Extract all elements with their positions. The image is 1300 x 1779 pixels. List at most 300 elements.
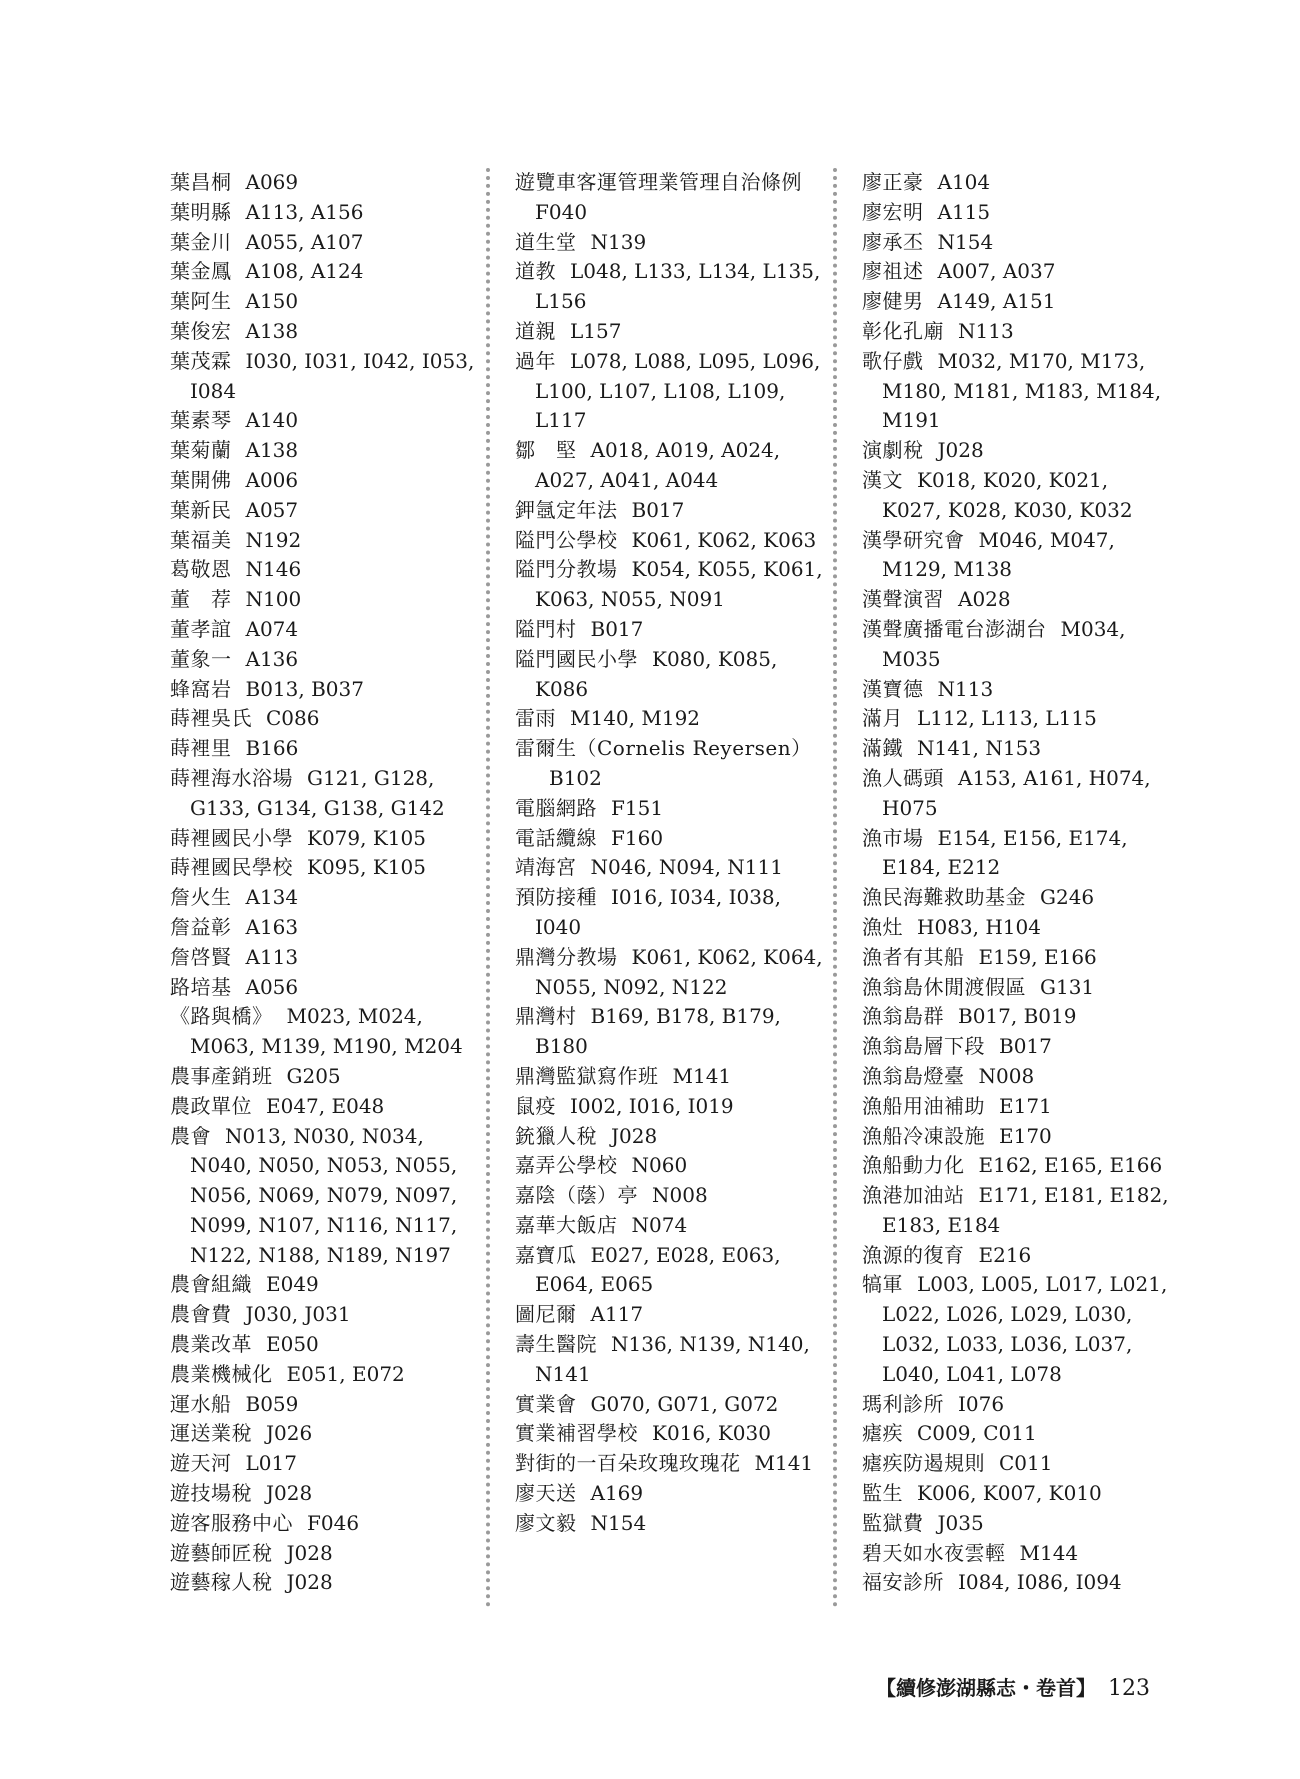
- index-refs: F151: [611, 795, 664, 820]
- index-term: 彰化孔廟: [862, 318, 944, 343]
- index-entry: [170, 466, 480, 496]
- index-refs: F160: [611, 825, 664, 850]
- index-refs: E050: [266, 1332, 319, 1357]
- index-refs: A113: [245, 944, 299, 969]
- index-term: 監獄費: [862, 1510, 924, 1535]
- index-term: 遊客服務中心: [170, 1510, 293, 1535]
- index-term: 福安診所: [862, 1570, 944, 1595]
- index-refs: A117: [590, 1302, 644, 1327]
- index-term: 圖尼爾: [515, 1302, 577, 1327]
- index-refs: I076: [958, 1391, 1005, 1416]
- index-entry: [170, 913, 480, 943]
- index-term: 漁翁島燈臺: [862, 1063, 965, 1088]
- index-term: 遊藝師匠稅: [170, 1540, 273, 1565]
- index-term: 雷雨: [515, 706, 556, 731]
- index-term: 靖海宮: [515, 855, 577, 880]
- index-entry: [170, 615, 480, 645]
- index-term: 漁船用油補助: [862, 1093, 985, 1118]
- index-term: 農會費: [170, 1302, 232, 1327]
- index-refs: E159, E166: [978, 944, 1097, 969]
- index-term: 農政單位: [170, 1093, 252, 1118]
- index-term: 葉金鳳: [170, 259, 232, 284]
- index-entry: [515, 704, 825, 734]
- index-refs: K079, K105: [307, 825, 426, 850]
- index-refs: N060: [631, 1153, 688, 1178]
- index-term: 預防接種: [515, 885, 597, 910]
- index-refs: M032, M170, M173, M180, M181, M183, M184, M191: [882, 348, 1162, 433]
- index-entry: [170, 883, 480, 913]
- index-entry: [862, 913, 1172, 943]
- page-footer: [876, 1672, 1150, 1701]
- index-term: 滿月: [862, 706, 903, 731]
- index-entry: [515, 1122, 825, 1152]
- index-refs: K095, K105: [307, 855, 426, 880]
- index-refs: C009, C011: [917, 1421, 1037, 1446]
- index-entry: [862, 466, 1172, 526]
- index-term: 漢聲演習: [862, 587, 944, 612]
- index-refs: L157: [570, 318, 622, 343]
- index-refs: N141, N153: [917, 736, 1042, 761]
- index-term: 過年: [515, 348, 556, 373]
- index-refs: L078, L088, L095, L096, L100, L107, L108, L109, L117: [535, 348, 821, 433]
- index-entry: [170, 168, 480, 198]
- index-refs: N146: [245, 557, 302, 582]
- index-refs: A018, A019, A024, A027, A041, A044: [535, 438, 781, 492]
- index-refs: M141: [672, 1063, 732, 1088]
- index-refs: A149, A151: [937, 289, 1056, 314]
- index-term: 隘門分教場: [515, 557, 618, 582]
- index-term: 漁船動力化: [862, 1153, 965, 1178]
- index-entry: [515, 1300, 825, 1330]
- index-refs: J028: [286, 1570, 333, 1595]
- index-term: 廖文毅: [515, 1510, 577, 1535]
- index-term: 漁人碼頭: [862, 765, 944, 790]
- index-entry: [862, 1181, 1172, 1241]
- index-term: 遊覽車客運管理業管理自治條例: [515, 170, 802, 194]
- index-term: 蒔裡國民小學: [170, 825, 293, 850]
- index-term: 道教: [515, 259, 556, 284]
- index-entry: [170, 526, 480, 556]
- index-term: 廖天送: [515, 1481, 577, 1506]
- index-term: 蒔裡里: [170, 736, 232, 761]
- index-refs: M140, M192: [570, 706, 701, 731]
- index-entry: [515, 645, 825, 705]
- index-term: 歌仔戲: [862, 348, 924, 373]
- index-refs: A153, A161, H074, H075: [882, 765, 1151, 820]
- index-refs: A163: [245, 914, 299, 939]
- index-entry: [515, 1241, 825, 1301]
- index-term: 漁市場: [862, 825, 924, 850]
- index-entry: [170, 347, 480, 407]
- index-term: 詹啓賢: [170, 944, 232, 969]
- index-entry: [862, 1449, 1172, 1479]
- index-term: 葉阿生: [170, 289, 232, 314]
- index-entry: [515, 1330, 825, 1390]
- index-entry: [515, 1509, 825, 1539]
- index-refs: L112, L113, L115: [917, 706, 1097, 731]
- index-term: 瘧疾防遏規則: [862, 1451, 985, 1476]
- index-entry: [862, 1151, 1172, 1181]
- index-refs: K018, K020, K021, K027, K028, K030, K032: [882, 467, 1133, 522]
- index-entry: [862, 1539, 1172, 1569]
- index-term: 嘉寶瓜: [515, 1242, 577, 1267]
- index-entry: [515, 168, 825, 228]
- index-term: 詹火生: [170, 885, 232, 910]
- index-entry: [862, 287, 1172, 317]
- index-term: 《路與橋》: [170, 1004, 273, 1029]
- index-term: 漁民海難救助基金: [862, 885, 1026, 910]
- index-entry: [862, 1002, 1172, 1032]
- index-entry: [170, 1062, 480, 1092]
- index-term: 漁灶: [862, 914, 903, 939]
- index-refs: B169, B178, B179, B180: [535, 1004, 781, 1059]
- index-refs: A056: [245, 974, 299, 999]
- index-refs: A134: [245, 885, 299, 910]
- index-refs: G246: [1040, 885, 1095, 910]
- index-term: 鼎灣分教場: [515, 944, 618, 969]
- index-refs: M144: [1019, 1540, 1079, 1565]
- index-entry: [515, 526, 825, 556]
- index-entry: [862, 973, 1172, 1003]
- index-refs: B013, B037: [245, 676, 364, 701]
- index-refs: F046: [307, 1510, 360, 1535]
- index-refs: B017: [590, 616, 644, 641]
- index-term: 演劇稅: [862, 438, 924, 463]
- index-term: 道生堂: [515, 229, 577, 254]
- index-term: 董 荐: [170, 587, 232, 612]
- index-term: 銃獵人稅: [515, 1123, 597, 1148]
- index-column-1: [170, 168, 480, 1598]
- index-entry: [862, 1032, 1172, 1062]
- index-term: 漁船冷凍設施: [862, 1123, 985, 1148]
- index-entry: [515, 317, 825, 347]
- index-refs: A140: [245, 408, 299, 433]
- index-entry: [515, 1181, 825, 1211]
- index-refs: J030, J031: [245, 1302, 351, 1327]
- index-term: 遊天河: [170, 1451, 232, 1476]
- index-term: 電話纜線: [515, 825, 597, 850]
- index-entry: [862, 1122, 1172, 1152]
- index-entry: [170, 1568, 480, 1598]
- index-column-3: [862, 168, 1172, 1598]
- index-entry: [862, 1419, 1172, 1449]
- index-refs: N113: [937, 676, 994, 701]
- index-refs: I030, I031, I042, I053, I084: [190, 348, 475, 403]
- index-refs: C011: [999, 1451, 1053, 1476]
- index-entry: [170, 317, 480, 347]
- index-entry: [515, 615, 825, 645]
- index-refs: E051, E072: [286, 1361, 405, 1386]
- index-refs: N046, N094, N111: [590, 855, 783, 880]
- index-refs: I002, I016, I019: [570, 1093, 734, 1118]
- index-term: 葉菊蘭: [170, 438, 232, 463]
- index-refs: N136, N139, N140, N141: [535, 1332, 810, 1386]
- index-entry: [862, 824, 1172, 884]
- index-term: 漁者有其船: [862, 944, 965, 969]
- index-refs: H083, H104: [917, 914, 1041, 939]
- index-refs: K061, K062, K064, N055, N092, N122: [535, 944, 823, 999]
- index-term: 鉀氬定年法: [515, 497, 618, 522]
- index-refs: L017: [245, 1451, 297, 1476]
- index-refs: A169: [590, 1481, 644, 1506]
- index-entry: [862, 615, 1172, 675]
- index-entry: [862, 436, 1172, 466]
- index-refs: I084, I086, I094: [958, 1570, 1122, 1595]
- index-refs: N013, N030, N034, N040, N050, N053, N055, N056, N069, N079, N097, N099, N107, N116, N117, N122, N188, N189, N197: [190, 1123, 458, 1267]
- index-term: 農業改革: [170, 1332, 252, 1357]
- index-entry: [170, 1330, 480, 1360]
- index-term: 雷爾生（Cornelis Reyersen）: [515, 736, 812, 761]
- index-entry: [862, 764, 1172, 824]
- index-refs: A138: [245, 438, 299, 463]
- index-entry: [862, 585, 1172, 615]
- index-refs: K061, K062, K063: [631, 527, 817, 552]
- index-refs: M023, M024, M063, M139, M190, M204: [190, 1004, 463, 1059]
- index-term: 廖健男: [862, 289, 924, 314]
- index-term: 蒔裡吳氏: [170, 706, 252, 731]
- index-term: 葉福美: [170, 527, 232, 552]
- index-term: 農會: [170, 1123, 211, 1148]
- index-term: 董象一: [170, 646, 232, 671]
- index-term: 道親: [515, 318, 556, 343]
- index-refs: A006: [245, 467, 299, 492]
- index-term: 鄒 堅: [515, 438, 577, 463]
- index-term: 監生: [862, 1481, 903, 1506]
- index-refs: A136: [245, 646, 299, 671]
- index-refs: K006, K007, K010: [917, 1481, 1102, 1506]
- index-entry: [862, 883, 1172, 913]
- index-refs: N008: [978, 1063, 1035, 1088]
- index-entry: [170, 1360, 480, 1390]
- index-refs: L003, L005, L017, L021, L022, L026, L029, L030, L032, L033, L036, L037, L040, L041, L078: [882, 1272, 1168, 1386]
- index-term: 詹益彰: [170, 914, 232, 939]
- index-refs: J028: [266, 1481, 313, 1506]
- index-refs: A108, A124: [245, 259, 364, 284]
- index-refs: A007, A037: [937, 259, 1056, 284]
- index-refs: K016, K030: [652, 1421, 771, 1446]
- index-term: 葉明縣: [170, 199, 232, 224]
- index-refs: E049: [266, 1272, 319, 1297]
- index-term: 漢聲廣播電台澎湖台: [862, 616, 1047, 641]
- index-entry: [515, 496, 825, 526]
- index-refs: J028: [286, 1540, 333, 1565]
- index-entry: [170, 824, 480, 854]
- index-entry: [515, 943, 825, 1003]
- index-refs: A113, A156: [245, 199, 364, 224]
- index-entry: [170, 198, 480, 228]
- index-entry: [862, 198, 1172, 228]
- index-refs: M141: [754, 1451, 814, 1476]
- index-entry: [515, 1390, 825, 1420]
- index-refs: N139: [590, 229, 647, 254]
- index-term: 嘉陰（蔭）亭: [515, 1183, 638, 1208]
- index-refs: E170: [999, 1123, 1052, 1148]
- index-term: 犒軍: [862, 1272, 903, 1297]
- index-term: 遊藝稼人稅: [170, 1570, 273, 1595]
- index-entry: [170, 1419, 480, 1449]
- index-refs: E027, E028, E063, E064, E065: [535, 1242, 781, 1297]
- index-refs: I016, I034, I038, I040: [535, 885, 782, 939]
- index-refs: B017: [999, 1034, 1052, 1059]
- index-entry: [515, 1211, 825, 1241]
- index-term: 隘門公學校: [515, 527, 618, 552]
- index-term: 廖承丕: [862, 229, 924, 254]
- index-entry: [170, 257, 480, 287]
- index-term: 葉俊宏: [170, 318, 232, 343]
- index-entry: [170, 943, 480, 973]
- index-term: 隘門村: [515, 616, 577, 641]
- index-refs: B059: [245, 1391, 299, 1416]
- index-entry: [170, 1300, 480, 1330]
- index-refs: B166: [245, 736, 299, 761]
- index-refs: N192: [245, 527, 302, 552]
- index-term: 運水船: [170, 1391, 232, 1416]
- index-entry: [515, 436, 825, 496]
- index-refs: E154, E156, E174, E184, E212: [882, 825, 1128, 880]
- index-entry: [862, 168, 1172, 198]
- index-refs: G205: [286, 1063, 341, 1088]
- index-term: 農業機械化: [170, 1361, 273, 1386]
- index-term: 實業會: [515, 1391, 577, 1416]
- index-refs: K080, K085, K086: [535, 646, 778, 701]
- index-refs: B017, B019: [958, 1004, 1077, 1029]
- index-entry: [170, 555, 480, 585]
- index-term: 鼠疫: [515, 1093, 556, 1118]
- index-column-2: [515, 168, 825, 1539]
- index-entry: [862, 1270, 1172, 1389]
- index-entry: [170, 1002, 480, 1062]
- index-entry: [170, 436, 480, 466]
- index-entry: [862, 1479, 1172, 1509]
- index-term: 葛敬恩: [170, 557, 232, 582]
- index-refs: N113: [958, 318, 1014, 343]
- index-entry: [515, 1449, 825, 1479]
- index-term: 漢學研究會: [862, 527, 965, 552]
- index-term: 葉素琴: [170, 408, 232, 433]
- index-entry: [862, 347, 1172, 436]
- index-term: 鼎灣監獄寫作班: [515, 1063, 659, 1088]
- index-term: 瘧疾: [862, 1421, 903, 1446]
- index-term: 蒔裡海水浴場: [170, 765, 293, 790]
- index-refs: G070, G071, G072: [590, 1391, 779, 1416]
- index-refs: F040: [535, 199, 588, 224]
- index-entry: [515, 883, 825, 943]
- index-entry: [170, 853, 480, 883]
- index-refs: A115: [937, 199, 991, 224]
- index-entry: [515, 228, 825, 258]
- index-term: 廖祖述: [862, 259, 924, 284]
- index-term: 農事產銷班: [170, 1063, 273, 1088]
- index-term: 嘉華大飯店: [515, 1212, 618, 1237]
- index-entry: [170, 973, 480, 1003]
- index-term: 漁港加油站: [862, 1183, 965, 1208]
- column-divider: [486, 168, 490, 1608]
- index-entry: [170, 734, 480, 764]
- index-refs: C086: [266, 706, 320, 731]
- index-term: 漁翁島群: [862, 1004, 944, 1029]
- index-refs: N100: [245, 587, 302, 612]
- index-entry: [862, 1390, 1172, 1420]
- index-term: 運送業稅: [170, 1421, 252, 1446]
- index-refs: G121, G128, G133, G134, G138, G142: [190, 765, 445, 820]
- index-refs: E162, E165, E166: [978, 1153, 1163, 1178]
- index-term: 漢文: [862, 467, 903, 492]
- index-entry: [170, 1270, 480, 1300]
- index-term: 壽生醫院: [515, 1332, 597, 1357]
- index-entry: [170, 1092, 480, 1122]
- index-entry: [515, 824, 825, 854]
- index-term: 實業補習學校: [515, 1421, 638, 1446]
- index-refs: J028: [937, 438, 984, 463]
- index-entry: [515, 1092, 825, 1122]
- index-refs: E171, E181, E182, E183, E184: [882, 1183, 1169, 1237]
- index-refs: L048, L133, L134, L135, L156: [535, 259, 821, 314]
- index-entry: [515, 1419, 825, 1449]
- index-entry: [862, 1092, 1172, 1122]
- index-refs: J028: [611, 1123, 658, 1148]
- index-refs: E171: [999, 1093, 1052, 1118]
- index-term: 漁源的復育: [862, 1242, 965, 1267]
- index-entry: [170, 1509, 480, 1539]
- index-entry: [170, 645, 480, 675]
- index-entry: [515, 1151, 825, 1181]
- index-refs: A150: [245, 289, 299, 314]
- index-entry: [170, 1449, 480, 1479]
- index-entry: [515, 1479, 825, 1509]
- index-entry: [515, 347, 825, 436]
- index-refs: A104: [937, 170, 991, 194]
- index-refs: A074: [245, 616, 299, 641]
- index-term: 漁翁島層下段: [862, 1034, 985, 1059]
- index-term: 鼎灣村: [515, 1004, 577, 1029]
- index-entry: [862, 228, 1172, 258]
- index-term: 葉昌桐: [170, 170, 232, 194]
- index-term: 路培基: [170, 974, 232, 999]
- index-term: 漁翁島休閒渡假區: [862, 974, 1026, 999]
- index-term: 葉金川: [170, 229, 232, 254]
- index-entry: [515, 853, 825, 883]
- index-term: 碧天如水夜雲輕: [862, 1540, 1006, 1565]
- index-entry: [515, 257, 825, 317]
- index-entry: [862, 257, 1172, 287]
- index-refs: A069: [245, 170, 299, 194]
- index-entry: [170, 704, 480, 734]
- index-entry: [170, 287, 480, 317]
- index-entry: [862, 1241, 1172, 1271]
- index-entry: [862, 675, 1172, 705]
- book-title: 【續修澎湖縣志・卷首】: [876, 1676, 1096, 1700]
- column-divider: [833, 168, 837, 1608]
- index-term: 電腦網路: [515, 795, 597, 820]
- index-entry: [862, 704, 1172, 734]
- index-refs: A057: [245, 497, 299, 522]
- index-refs: N154: [937, 229, 994, 254]
- index-term: 隘門國民小學: [515, 646, 638, 671]
- index-entry: [862, 1509, 1172, 1539]
- index-entry: [170, 675, 480, 705]
- index-entry: [170, 1122, 480, 1271]
- index-entry: [862, 734, 1172, 764]
- index-term: 農會組織: [170, 1272, 252, 1297]
- index-refs: E216: [978, 1242, 1032, 1267]
- index-term: 瑪利診所: [862, 1391, 944, 1416]
- index-refs: M046, M047, M129, M138: [882, 527, 1115, 582]
- index-entry: [515, 794, 825, 824]
- index-entry: [862, 317, 1172, 347]
- index-entry: [515, 734, 825, 794]
- index-entry: [170, 228, 480, 258]
- index-term: 遊技場稅: [170, 1481, 252, 1506]
